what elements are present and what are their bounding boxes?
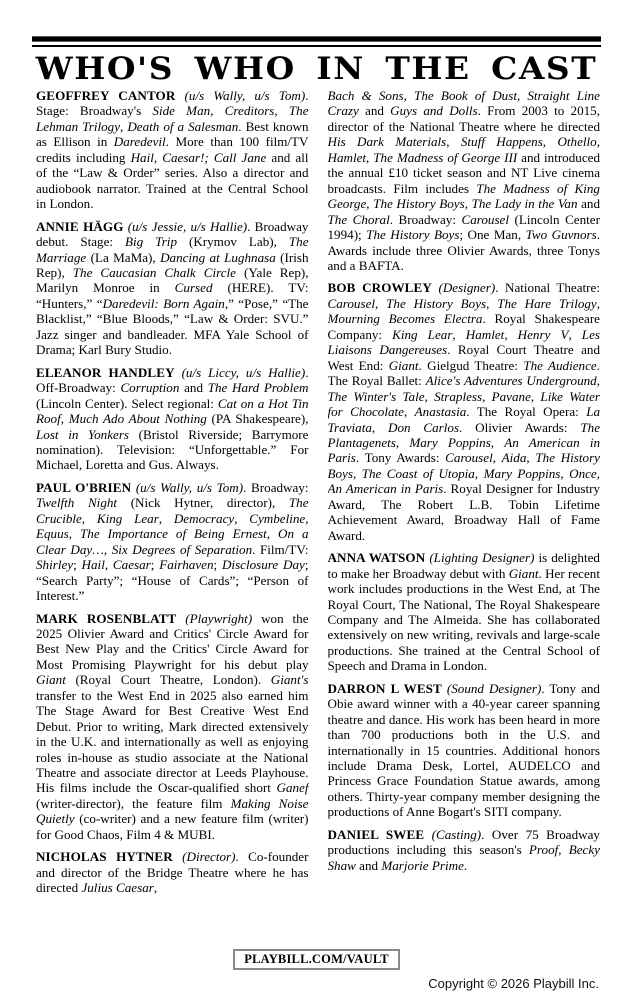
- bio-role: (u/s Wally, u/s Tom): [184, 88, 306, 103]
- bio-role: (u/s Wally, u/s Tom): [135, 479, 244, 495]
- bio-body: . Tony and Obie award winner with a 40-year career spanning theatre and dance. His work has been heard in more than 700 productions both in the U.S. and internationally in 15 countries. Additional honors include Drama Desk, Lortel, AUDELCO and Princess Grace Foundation Statue awards, among others. Thirty-year company member designing the productions of Anne Bogart's SITI company.: [327, 680, 600, 820]
- bio-body: . Over 75 Broadway productions including this season's Proof, Becky Shaw and Marjorie Prime.: [327, 826, 600, 873]
- bio-name: ANNIE HÄGG: [36, 218, 124, 234]
- bio-name: ELEANOR HANDLEY: [36, 364, 175, 380]
- copyright-notice: Copyright © 2026 Playbill Inc.: [428, 976, 599, 991]
- bio-body: . Broadway: Twelfth Night (Nick Hytner, director), The Crucible, King Lear, Democracy, Cymbeline, Equus, The Importance of Being Ernest, On a Clear Day…, Six Degrees of Separation. Film/TV: Shirley; Hail, Caesar; Fairhaven; Disclosure Day; “Search Party”; “House of Cards”; “Person of Interest.”: [36, 479, 309, 604]
- bio-entry-mark-rosenblatt: [36, 611, 309, 843]
- bio-role: (u/s Jessie, u/s Hallie): [127, 218, 248, 234]
- bio-entry-geoffrey-cantor: [36, 88, 309, 212]
- bio-body: . Off-Broadway: Corruption and The Hard Problem (Lincoln Center). Select regional: Cat on a Hot Tin Roof, Much Ado About Nothing (PA Shakespeare), Lost in Yonkers (Bristol Riverside; Barrymore nomination). Television: “Unforgettable.” For Michael, Loretta and Gus. Always.: [36, 364, 309, 473]
- bio-body: . National Theatre: Carousel, The History Boys, The Hare Trilogy, Mourning Becomes Electra. Royal Shakespeare Company: King Lear, Hamlet, Henry V, Les Liaisons Dangereuses. Royal Court Theatre and West End: Giant. Gielgud Theatre: The Audience. The Royal Ballet: Alice's Adventures Underground, The Winter's Tale, Strapless, Pavane, Like Water for Chocolate, Anastasia. The Royal Opera: La Traviata, Don Carlos. Olivier Awards: The Plantagenets, Mary Poppins, An American in Paris. Tony Awards: Carousel, Aida, The History Boys, The Coast of Utopia, Mary Poppins, Once, An American in Paris. Royal Designer for Industry Award, The Robert L.B. Tobin Lifetime Achievement Award, Broadway Hall of Fame Award.: [327, 280, 600, 543]
- page-title: WHO'S WHO IN THE CAST: [35, 51, 598, 87]
- bio-role: (Lighting Designer): [429, 550, 535, 566]
- bio-body: . Broadway debut. Stage: Big Trip (Krymov Lab), The Marriage (La MaMa), Dancing at Lughnasa (Irish Rep), The Caucasian Chalk Circle (Yale Rep), Marilyn Monroe in Cursed (HERE). TV: “Hunters,” “Daredevil: Born Again,” “Pose,” “The Blacklist,” “Blue Bloods,” “Law & Order: SVU.” Jazz singer and bandleader. MFA Yale School of Drama; Karl Bury Studio.: [36, 218, 309, 358]
- vault-footer: [0, 949, 633, 970]
- right-column: [328, 88, 601, 950]
- bio-role: (Designer): [438, 280, 496, 296]
- bio-name: DARRON L WEST: [327, 680, 442, 696]
- bio-entry-darron-l-west: [328, 681, 601, 820]
- rule-thin: [32, 45, 601, 47]
- bio-role: (u/s Liccy, u/s Hallie): [181, 364, 306, 380]
- bio-name: DANIEL SWEE: [327, 826, 425, 842]
- bio-entry-anna-watson: [328, 550, 601, 674]
- bio-entry-daniel-swee: [328, 827, 601, 873]
- playbill-vault-badge[interactable]: PLAYBILL.COM/VAULT: [233, 949, 400, 970]
- bio-entry-annie-hagg: [36, 219, 309, 358]
- bio-name: PAUL O'BRIEN: [36, 479, 132, 495]
- bio-name: GEOFFREY CANTOR: [36, 88, 176, 103]
- bio-body: won the 2025 Olivier Award and Critics' Circle Award for Best New Play and the Critics' Circle Award for Most Promising Playwright for his debut play Giant (Royal Court Theatre, London). Giant's transfer to the West End in 2025 also earned him The Stage Award for Best Creative West End Debut. Prior to writing, Mark directed extensively in the U.K. and internationally as well as enjoying roles in-house as studio associate at the National Theatre and associate director at Leeds Playhouse. His films include the Oscar-qualified short Ganef (writer-director), the feature film Making Noise Quietly (co-writer) and a new feature film (writer) for Good Chaos, Film 4 & MUBI.: [36, 610, 309, 842]
- bio-body: is delighted to make her Broadway debut with Giant. Her recent work includes productions in the West End, at The Royal Court, The National, The Royal Shakespeare Company and The Almeida. She has collaborated extensively on new writing, revivals and large-scale productions. She trained at the Central School of Speech and Drama in London.: [327, 550, 600, 674]
- left-column: [36, 88, 309, 950]
- bio-entry-bob-crowley: [328, 280, 601, 543]
- bio-entry-eleanor-handley: [36, 365, 309, 473]
- bio-body: . Co-founder and director of the Bridge Theatre where he has directed Julius Caesar,: [36, 849, 309, 896]
- bio-entry-nicholas-hytner: [36, 849, 309, 895]
- bio-body: Bach & Sons, The Book of Dust, Straight Line Crazy and Guys and Dolls. From 2003 to 2015, director of the National Theatre where he directed His Dark Materials, Stuff Happens, Othello, Hamlet, The Madness of George III and introduced the annual £10 ticket season and NT Live cinema broadcasts. Film includes The Madness of King George, The History Boys, The Lady in the Van and The Choral. Broadway: Carousel (Lincoln Center 1994); The History Boys; One Man, Two Guvnors. Awards include three Olivier Awards, three Tonys and a BAFTA.: [327, 88, 600, 273]
- bio-role: (Casting): [431, 826, 482, 842]
- bio-name: NICHOLAS HYTNER: [36, 849, 173, 865]
- bio-name: ANNA WATSON: [327, 550, 426, 566]
- bio-role: (Playwright): [185, 610, 253, 626]
- bio-name: MARK ROSENBLATT: [36, 610, 177, 626]
- bio-entry-nicholas-hytner-cont: [328, 88, 601, 273]
- bio-columns: [36, 88, 600, 950]
- bio-entry-paul-obrien: [36, 480, 309, 604]
- bio-name: BOB CROWLEY: [327, 280, 432, 296]
- bio-role: (Sound Designer): [446, 680, 542, 696]
- bio-role: (Director): [182, 849, 236, 865]
- masthead-rules: [32, 36, 601, 47]
- bio-body: . Stage: Broadway's Side Man, Creditors, The Lehman Trilogy, Death of a Salesman. Best known as Ellison in Daredevil. More than 100 film/TV credits including Hail, Caesar!; Call Jane and all of the “Law & Order” series. Also a director and audiobook narrator. Trained at the Central School in London.: [36, 88, 309, 212]
